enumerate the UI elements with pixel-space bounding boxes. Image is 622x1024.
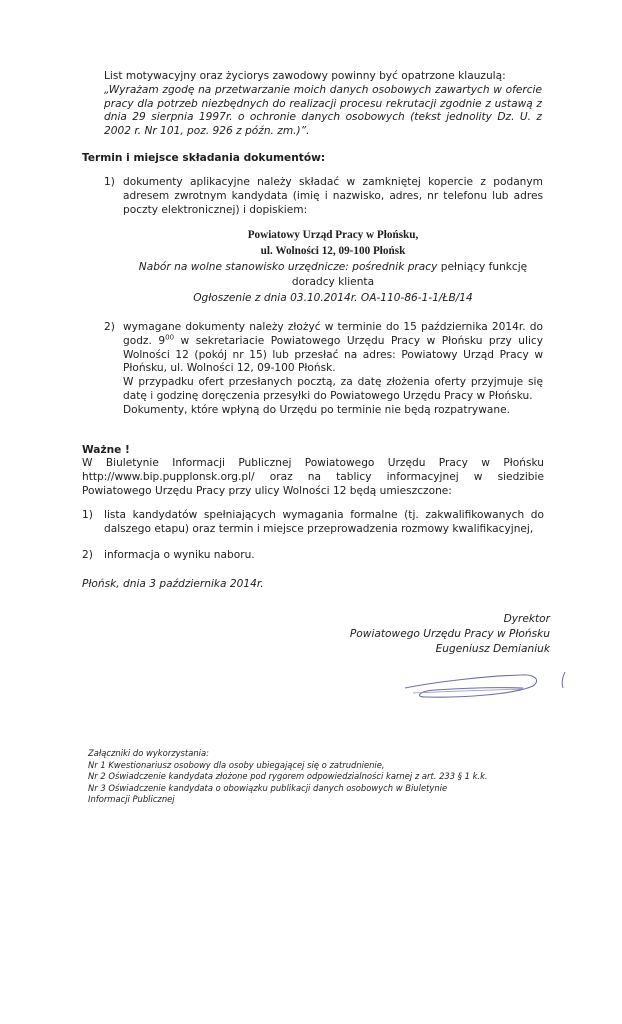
address-street: ul. Wolności 12, 09-100 Płońsk [260,245,406,257]
item2-p1-a: wymagane dokumenty należy złożyć w terminie do 15 października 2014r. do godz. 9 [123,321,543,347]
item2-p1-sup: 00 [165,333,175,342]
attachment-item-2: Nr 2 Oświadczenie kandydata złożone pod rygorem odpowiedzialności karnej z art. 233 § 1 k.k. [88,771,488,781]
signature-name: Eugeniusz Demianiuk [435,643,550,655]
address-note [123,261,543,275]
attachments-heading: Załączniki do wykorzystania: [88,748,209,758]
list-item-2-number: 2) [82,549,93,561]
place-date: Płońsk, dnia 3 października 2014r. [82,578,264,590]
attachment-item-1: Nr 1 Kwestionariusz osobowy dla osoby ubiegającej się o zatrudnienie, [88,759,385,770]
item2-paragraph-2: W przypadku ofert przesłanych pocztą, za datę złożenia oferty przyjmuje się datę i godzinę doręczenia przesyłki do Powiatowego Urzędu Pracy w Płońsku. [123,376,543,402]
item2-paragraph-1 [123,321,543,376]
list-item-1-number: 1) [82,509,93,521]
announcement-reference: Ogłoszenie z dnia 03.10.2014r. OA-110-86-1-1/ŁB/14 [193,292,473,304]
attachment-item-3: Nr 3 Oświadczenie kandydata o obowiązku publikacji danych osobowych w Biuletynie [88,782,448,793]
important-heading: Ważne ! [82,444,130,456]
address-note-italic: Nabór na wolne stanowisko urzędnicze: pośrednik pracy [138,261,438,273]
list-item-2-text: informacja o wyniku naboru. [104,549,255,561]
attachment-item-3-cont: Informacji Publicznej [88,794,175,804]
attachments-block [88,748,528,806]
important-text: W Biuletynie Informacji Publicznej Powiatowego Urzędu Pracy w Płońsku http://www.bip.pupplonsk.org.pl/ oraz na tablicy informacyjnej w siedzibie Powiatowego Urzędu Pracy przy ulicy Wolności 12 będą umieszczone: [82,457,544,497]
address-note-line2: doradcy klienta [291,276,375,288]
signature-office: Powiatowego Urzędu Pracy w Płońsku [349,628,550,640]
item2-number: 2) [104,321,115,333]
signature-title: Dyrektor [503,613,550,625]
address-office: Powiatowy Urząd Pracy w Płońsku, [247,229,419,241]
section-heading: Termin i miejsce składania dokumentów: [82,152,326,164]
address-note-plain: pełniący funkcję [437,261,528,273]
item2-paragraph-3: Dokumenty, które wpłyną do Urzędu po terminie nie będą rozpatrywane. [123,403,510,416]
item1-text: dokumenty aplikacyjne należy składać w zamkniętej kopercie z podanym adresem zwrotnym kandydata (imię i nazwisko, adres, nr telefonu lub adres poczty elektronicznej) i dopiskiem: [123,176,543,216]
intro-clause: „Wyrażam zgodę na przetwarzanie moich danych osobowych zawartych w ofercie pracy dla potrzeb niezbędnych do realizacji procesu rekrutacji zgodnie z ustawą z dnia 29 sierpnia 1997r. o ochronie danych osobowych (tekst jednolity Dz. U. z 2002 r. Nr 101, poz. 926 z późn. zm.)”. [104,83,542,138]
item1-number: 1) [104,176,115,188]
intro-lead: List motywacyjny oraz życiorys zawodowy powinny być opatrzone klauzulą: [104,70,506,82]
handwritten-signature [395,660,575,704]
intro-block [104,70,542,139]
list-item-1-text: lista kandydatów spełniających wymagania formalne (tj. zakwalifikowanych do dalszego etapu) oraz termin i miejsce przeprowadzenia rozmowy kwalifikacyjnej, [104,509,544,535]
item2-p1-b: w sekretariacie Powiatowego Urzędu Pracy w Płońsku przy ulicy Wolności 12 (pokój nr 15) lub przesłać na adres: Powiatowy Urząd Pracy w Płońsku, ul. Wolności 12, 09-100 Płońsk. [123,334,544,375]
item2-block [123,321,543,418]
